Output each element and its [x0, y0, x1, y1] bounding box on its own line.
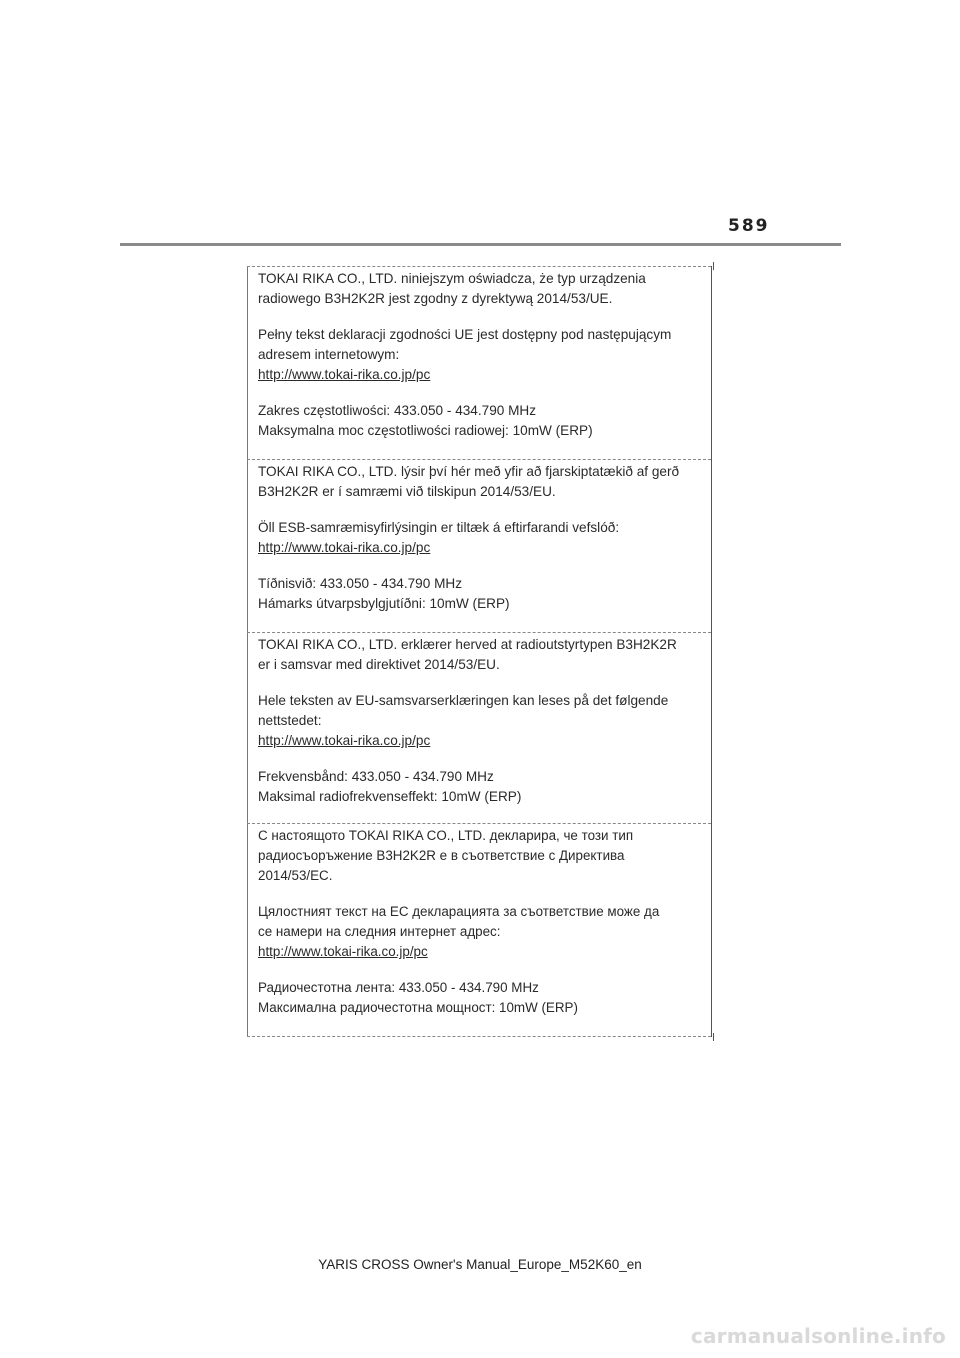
scan-border-right: [711, 266, 712, 1037]
paragraph-gap: [247, 309, 711, 325]
declaration-line: radiowego B3H2K2R jest zgodny z dyrektywą 2014/53/UE.: [258, 291, 613, 306]
declaration-line: Maksimal radiofrekvenseffekt: 10mW (ERP): [258, 789, 522, 804]
declaration-bulgarian: [247, 823, 711, 1018]
declaration-line: Maksymalna moc częstotliwości radiowej: 10mW (ERP): [258, 423, 593, 438]
scan-bottom-rule: [247, 1036, 711, 1037]
declaration-url[interactable]: http://www.tokai-rika.co.jp/pc: [258, 540, 431, 555]
watermark-logo: carmanualsonline.info: [690, 1324, 946, 1348]
declaration-line: Öll ESB-samræmisyfirlýsingin er tiltæk á eftirfarandi vefslóð:: [258, 520, 620, 535]
declaration-line: nettstedet:: [258, 713, 322, 728]
header-rule: [120, 243, 841, 246]
paragraph-gap: [247, 886, 711, 902]
declaration-line: Frekvensbånd: 433.050 - 434.790 MHz: [258, 769, 494, 784]
paragraph-gap: [247, 675, 711, 691]
declaration-line: С настоящото TOKAI RIKA CO., LTD. декларира, че този тип: [258, 828, 634, 843]
footer-manual-title: YARIS CROSS Owner's Manual_Europe_M52K60_en: [318, 1257, 642, 1272]
declaration-line: Zakres częstotliwości: 433.050 - 434.790 MHz: [258, 403, 537, 418]
page-number: 589: [728, 216, 770, 236]
declaration-norwegian: [247, 632, 711, 807]
declaration-line: Цялостният текст на ЕС декларацията за съответствие може да: [258, 904, 660, 919]
declaration-line: TOKAI RIKA CO., LTD. lýsir því hér með yfir að fjarskiptatækið af gerð: [258, 464, 680, 479]
declaration-url[interactable]: http://www.tokai-rika.co.jp/pc: [258, 367, 431, 382]
paragraph-gap: [247, 385, 711, 401]
declaration-line: радиосъоръжение B3H2K2R е в съответствие с Директива: [258, 848, 625, 863]
declaration-line: Hámarks útvarpsbylgjutíðni: 10mW (ERP): [258, 596, 510, 611]
paragraph-gap: [247, 751, 711, 767]
paragraph-gap: [247, 558, 711, 574]
declaration-line: Hele teksten av EU-samsvarserklæringen kan leses på det følgende: [258, 693, 669, 708]
declaration-line: се намери на следния интернет адрес:: [258, 924, 501, 939]
declaration-line: Pełny tekst deklaracji zgodności UE jest dostępny pod następującym: [258, 327, 672, 342]
paragraph-gap: [247, 502, 711, 518]
declaration-url[interactable]: http://www.tokai-rika.co.jp/pc: [258, 733, 431, 748]
declaration-line: er i samsvar med direktivet 2014/53/EU.: [258, 657, 500, 672]
paragraph-gap: [247, 962, 711, 978]
declaration-line: Tíðnisvið: 433.050 - 434.790 MHz: [258, 576, 463, 591]
scan-tick-top: [713, 262, 714, 270]
declaration-line: TOKAI RIKA CO., LTD. niniejszym oświadcza, że typ urządzenia: [258, 271, 646, 286]
declaration-line: adresem internetowym:: [258, 347, 400, 362]
declaration-line: Радиочестотна лента: 433.050 - 434.790 MHz: [258, 980, 539, 995]
scan-tick-bottom: [713, 1033, 714, 1041]
declaration-url[interactable]: http://www.tokai-rika.co.jp/pc: [258, 944, 428, 959]
declaration-line: Максимална радиочестотна мощност: 10mW (ERP): [258, 1000, 578, 1015]
declaration-scan: [247, 266, 711, 1037]
declaration-line: TOKAI RIKA CO., LTD. erklærer herved at radioutstyrtypen B3H2K2R: [258, 637, 677, 652]
declaration-line: B3H2K2R er í samræmi við tilskipun 2014/53/EU.: [258, 484, 556, 499]
declaration-icelandic: [247, 459, 711, 614]
declaration-line: 2014/53/ЕС.: [258, 868, 333, 883]
declaration-polish: [247, 266, 711, 441]
